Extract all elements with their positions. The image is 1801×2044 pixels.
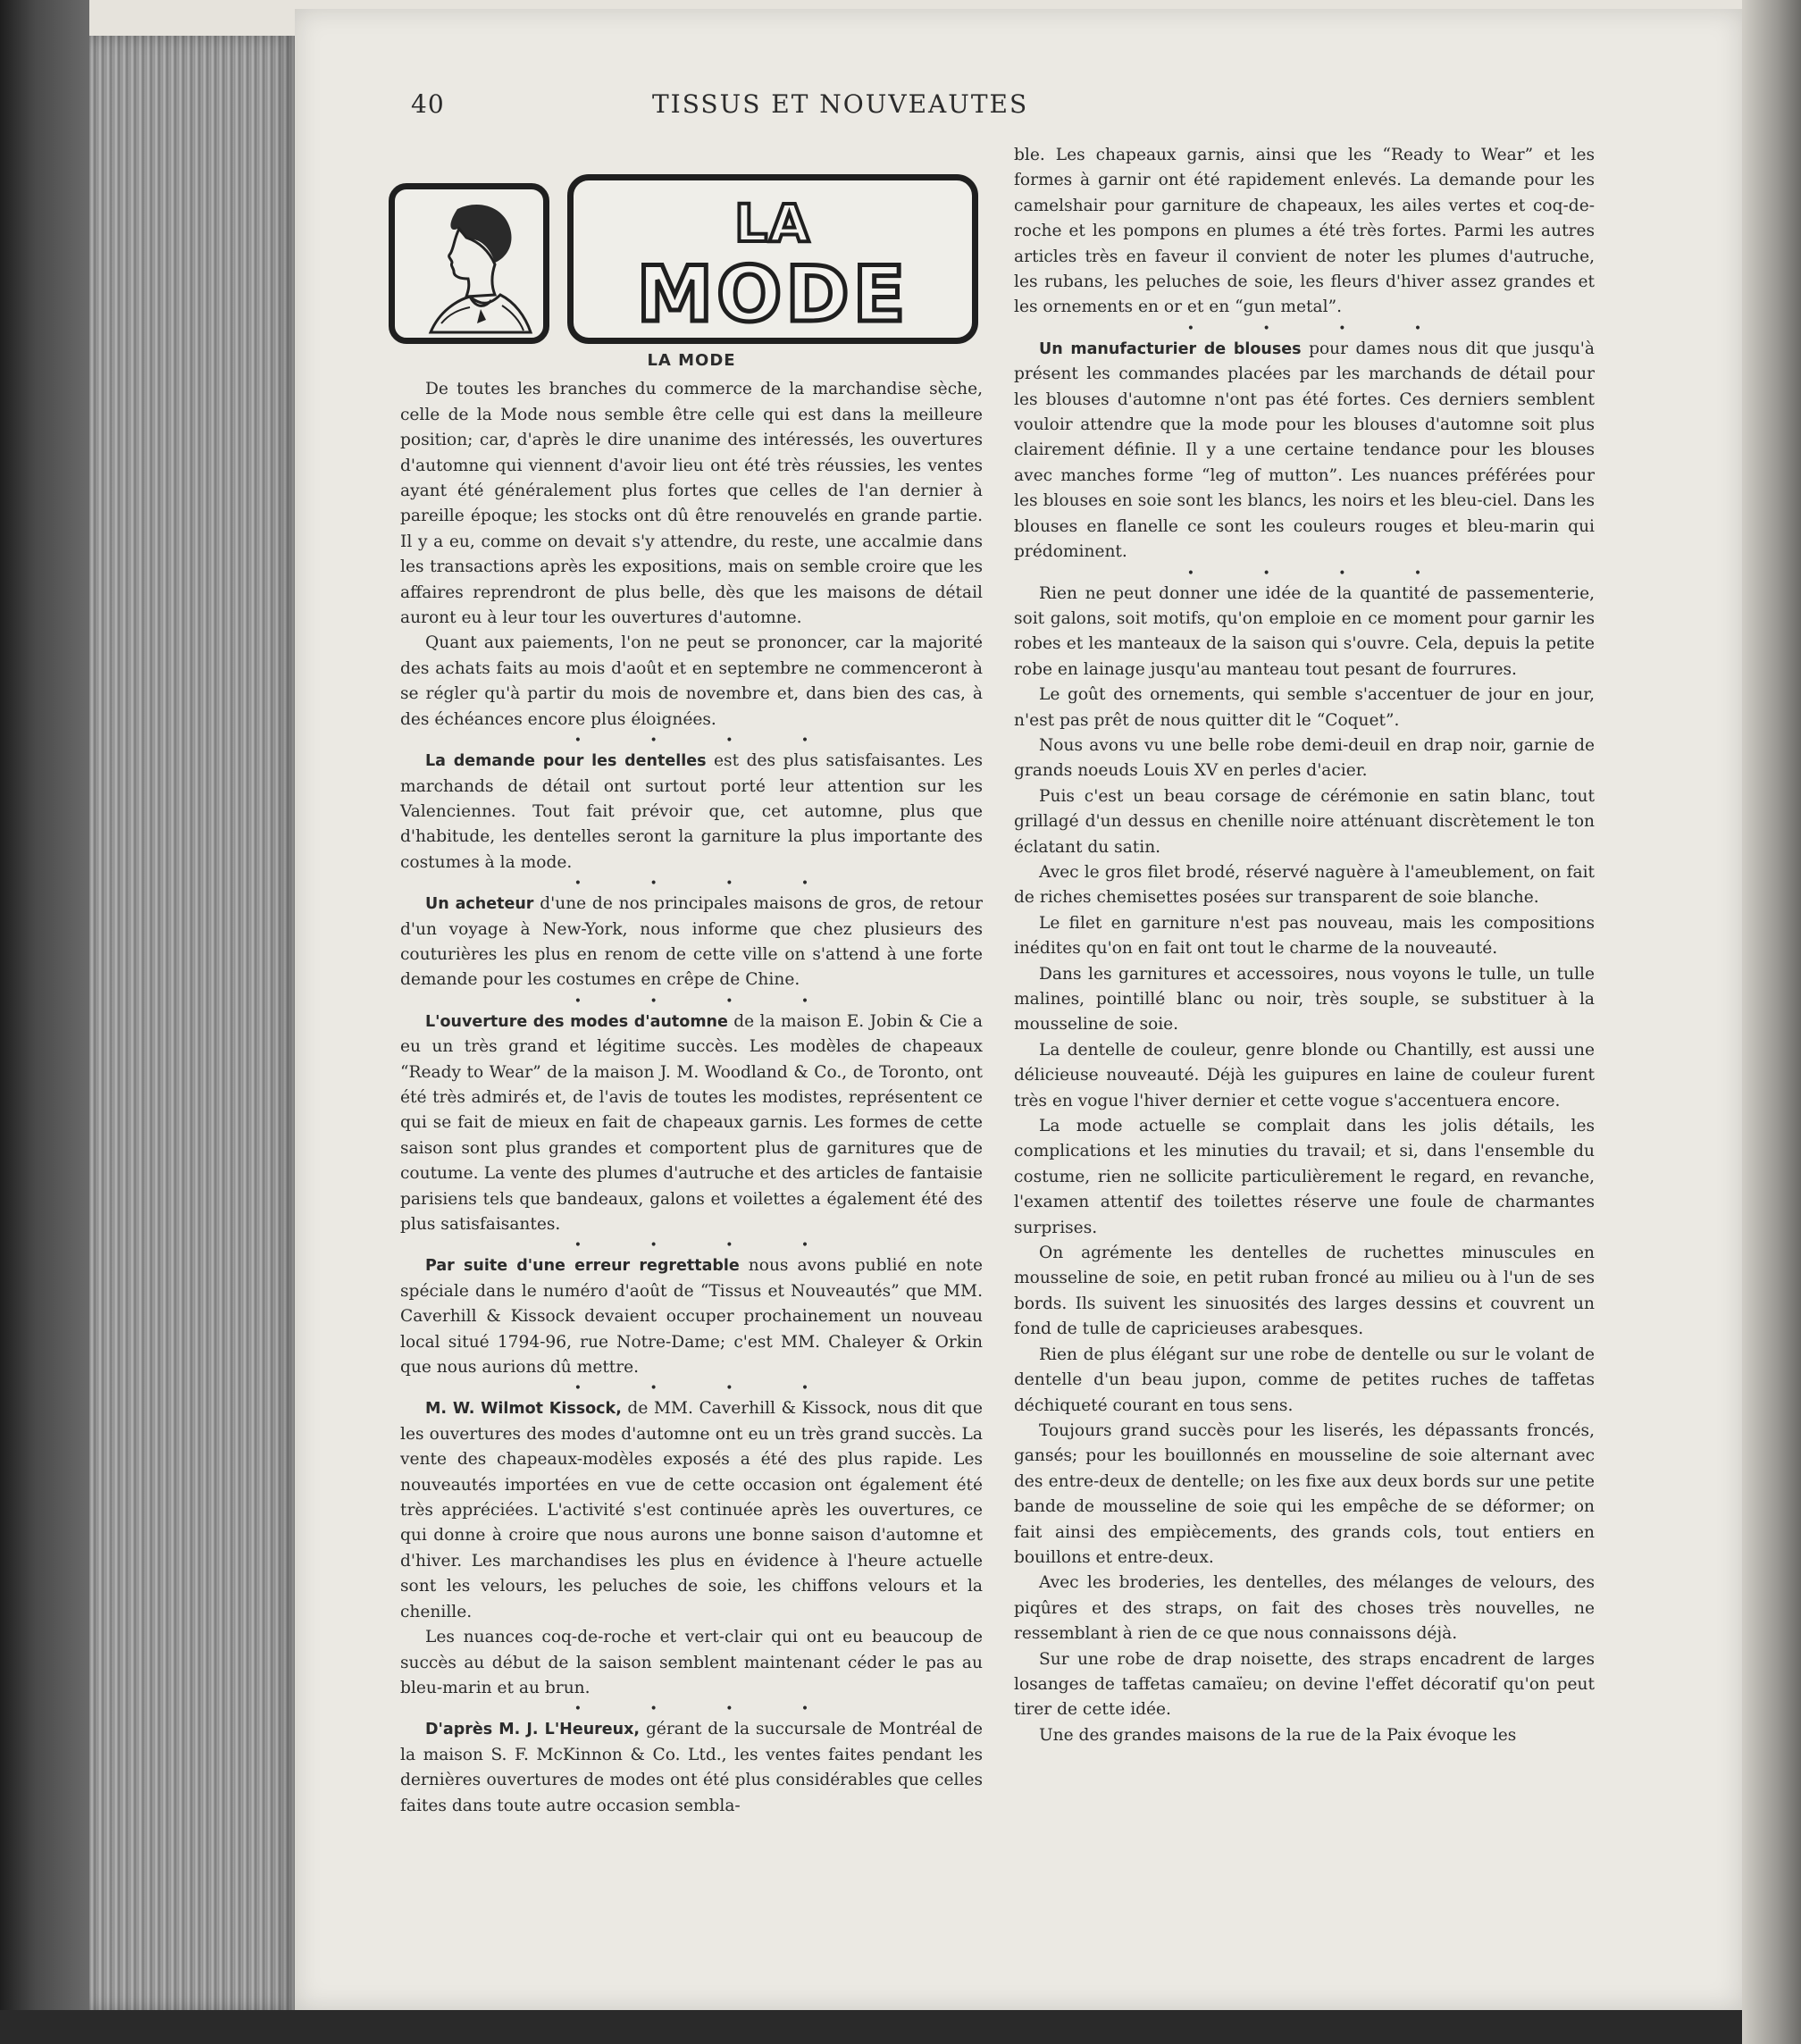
paragraph: Le filet en garniture n'est pas nouveau, mais les compositions inédites qu'on en fait ont tout le charme de la nouveauté.: [1014, 913, 1595, 959]
paragraph: ble. Les chapeaux garnis, ainsi que les “Ready to Wear” et les formes à garnir ont été rapidement enlevés. La demande pour les camelshair pour garniture de chapeaux, les ailes vertes et coq-de-roche et les pompons en plumes a été très fortes. Parmi les autres articles très en faveur il convient de noter les plumes d'autruche, les rubans, les peluches de soie, les fleurs d'hiver assez grandes et les ornements en or et en “gun metal”.: [1014, 146, 1595, 317]
paragraph: La dentelle de couleur, genre blonde ou Chantilly, est aussi une délicieuse nouveauté. Déjà les guipures en laine de couleur furent très en vogue l'hiver dernier et cette vogue s'accentuera encore.: [1014, 1040, 1595, 1110]
paragraph: Puis c'est un beau corsage de cérémonie en satin blanc, tout grillagé d'un dessus en chenille noire atténuant discrètement le ton éclatant du satin.: [1014, 786, 1595, 857]
paragraph: D'après M. J. L'Heureux, gérant de la succursale de Montréal de la maison S. F. McKinnon & Co. Ltd., les ventes faites pendant les dernières ouvertures de modes ont été plus considérables que celles faites dans toute autre occasion sembla-: [400, 1720, 984, 1815]
masthead-title-mode: MODE: [636, 250, 909, 339]
paragraph: Avec le gros filet brodé, réservé naguère à l'ameublement, on fait de riches chemisettes posées sur transparent de soie blanche.: [1014, 862, 1595, 908]
lead-in: Un acheteur: [425, 895, 534, 914]
paragraph: Rien ne peut donner une idée de la quantité de passementerie, soit galons, soit motifs, qu'on emploie en ce moment pour garnir les robes et les manteaux de la saison qui s'ouvre. Cela, depuis la petite robe en lainage jusqu'au manteau tout pesant de fourrures.: [1014, 583, 1595, 679]
paragraph: De toutes les branches du commerce de la marchandise sèche, celle de la Mode nous semble être celle qui est dans la meilleure position; car, d'après le dire unanime des intéressés, les ouvertures d'automne qui viennent d'avoir lieu ont été très réussies, les ventes ayant été généralement plus fortes que celles de l'an dernier à pareille époque; les stocks ont dû être renouvelés en grande partie. Il y a eu, comme on devait s'y attendre, du reste, une accalmie dans les transactions après les expositions, mais on semble croire que les affaires reprendront de plus belle, dès que les maisons de détail auront eu à leur tour les ouvertures d'automne.: [400, 380, 983, 628]
book-bottom-edge: [0, 2010, 1801, 2044]
lead-in: Par suite d'une erreur regrettable: [425, 1257, 740, 1276]
right-column: [1014, 143, 1595, 1748]
magazine-page: [295, 9, 1742, 2010]
paragraph: Avec les broderies, les dentelles, des mélanges de velours, des piqûres et des straps, on fait des choses très nouvelles, ne ressemblant à rien de ce que nous connaissons déjà.: [1014, 1573, 1595, 1644]
paragraph: Toujours grand succès pour les liserés, les dépassants froncés, gansés; pour les bouillonnés en mousseline de soie alternant avec des entre-deux de dentelle; on les fixe aux deux bords sur une petite bande de mousseline de soie qui les empêche de se déformer; on fait ainsi des empiècements, des grands cols, tout entiers en bouillons et entre-deux.: [1014, 1420, 1595, 1567]
masthead-title-la: LA: [734, 193, 811, 254]
paragraph: Par suite d'une erreur regrettable nous avons publié en note spéciale dans le numéro d'août de “Tissus et Nouveautés” que MM. Caverhill & Kissock devaient occuper prochainement un nouveau local situé 1794-96, rue Notre-Dame; c'est MM. Chaleyer & Orkin que nous aurions dû mettre.: [400, 1256, 984, 1378]
paragraph: On agrémente les dentelles de ruchettes minuscules en mousseline de soie, en petit ruban froncé au milieu ou à l'un de ses bords. Ils suivent les sinuosités des larges dessins et couvrent un fond de tulle de capricieuses arabesques.: [1014, 1244, 1595, 1339]
book-right-edge: [1742, 0, 1801, 2044]
paragraph: L'ouverture des modes d'automne de la maison E. Jobin & Cie a eu un très grand et légitime succès. Les modèles de chapeaux “Ready to Wear” de la maison J. M. Woodland & Co., de Toronto, ont été très admirés et, de l'avis de toutes les modistes, représentent ce qui se fait de mieux en fait de chapeaux garnis. Les formes de cette saison sont plus grandes et comportent plus de garnitures que de coutume. La vente des plumes d'autruche et des articles de fantaisie parisiens tels que bandeaux, galons et voilettes a également été des plus satisfaisantes.: [400, 1011, 983, 1234]
book-page-stack: [89, 36, 295, 2010]
paragraph: La mode actuelle se complait dans les jolis détails, les complications et les minuties du travail; et si, dans l'ensemble du costume, rien ne sollicite particulièrement le regard, en revanche, l'examen attentif des toilettes réserve une foule de charmantes surprises.: [1014, 1117, 1595, 1237]
title-box: [567, 174, 978, 344]
lead-in: La demande pour les dentelles: [425, 752, 707, 771]
section-heading: LA MODE: [647, 351, 736, 370]
separator: • • • •: [574, 993, 842, 1009]
paragraph: M. W. Wilmot Kissock, de MM. Caverhill & Kissock, nous dit que les ouvertures des modes d'automne ont eu un très grand succès. La vente des chapeaux-modèles exposés a été des plus rapide. Les nouveautés importées en vue de cette occasion ont également été très appréciées. L'activité s'est continuée après les ouvertures, ce qui donne à croire que nous aurons une bonne saison d'automne et d'hiver. Les marchandises les plus en évidence à l'heure actuelle sont les velours, les peluches de soie, les chiffons velours et la chenille.: [400, 1399, 983, 1621]
lead-in: Un manufacturier de blouses: [1039, 339, 1302, 358]
lead-in: L'ouverture des modes d'automne: [425, 1012, 728, 1031]
paragraph: Sur une robe de drap noisette, des straps encadrent de larges losanges de taffetas camaïeu; on devine l'effet décoratif qu'on peut tirer de cette idée.: [1014, 1649, 1595, 1720]
paragraph: Rien de plus élégant sur une robe de dentelle ou sur le volant de dentelle d'un beau jupon, comme de petites ruches de taffetas déchiqueté courant en tous sens.: [1014, 1345, 1595, 1415]
masthead: [389, 174, 978, 344]
separator: • • • •: [1186, 321, 1454, 336]
paragraph: Nous avons vu une belle robe demi-deuil en drap noir, garnie de grands noeuds Louis XV en perles d'acier.: [1014, 735, 1595, 781]
separator: • • • •: [574, 1381, 842, 1396]
page-number: 40: [411, 89, 445, 119]
portrait-illustration: [389, 183, 549, 344]
paragraph: Un acheteur d'une de nos principales maisons de gros, de retour d'un voyage à New-York, nous informe que chez plusieurs des couturières les plus en renom de cette ville on s'attend à une forte demande pour les costumes en crêpe de Chine.: [400, 894, 983, 990]
paragraph: Dans les garnitures et accessoires, nous voyons le tulle, un tulle malines, pointillé blanc ou noir, très souple, se substituer à la mousseline de soie.: [1014, 964, 1595, 1035]
paragraph: Quant aux paiements, l'on ne peut se prononcer, car la majorité des achats faits au mois d'août et en septembre ne commenceront à se régler qu'à partir du mois de novembre et, dans bien des cas, à des échéances encore plus éloignées.: [400, 633, 983, 729]
paragraph: Une des grandes maisons de la rue de la Paix évoque les: [1039, 1725, 1517, 1745]
lead-in: D'après M. J. L'Heureux,: [425, 1721, 641, 1739]
paragraph: Un manufacturier de blouses pour dames nous dit que jusqu'à présent les commandes placées par les marchands de détail pour les blouses d'automne n'ont pas été fortes. Ces derniers semblent vouloir attendre que la mode pour les blouses d'automne soit plus clairement définie. Il y a une certaine tendance pour les blouses avec manches forme “leg of mutton”. Les nuances préférées pour les blouses en soie sont les blancs, les noirs et les bleu-ciel. Dans les blouses en flanelle ce sont les couleurs rouges et bleu-marin qui prédominent.: [1014, 339, 1595, 562]
page-header: [411, 89, 1438, 125]
paragraph: Les nuances coq-de-roche et vert-clair qui ont eu beaucoup de succès au début de la saison semblent maintenant céder le pas au bleu-marin et au brun.: [400, 1628, 983, 1697]
woman-profile-icon: [395, 189, 543, 338]
paragraph: La demande pour les dentelles est des plus satisfaisantes. Les marchands de détail ont surtout porté leur attention sur les Valenciennes. Tout fait prévoir que, cet automne, plus que d'habitude, les dentelles seront la garniture la plus importante des costumes à la mode.: [400, 751, 983, 872]
separator: • • • •: [574, 1238, 842, 1253]
separator: • • • •: [1186, 565, 1454, 581]
running-title: TISSUS ET NOUVEAUTES: [652, 89, 1029, 119]
lead-in: M. W. Wilmot Kissock,: [425, 1400, 622, 1419]
left-column: [400, 348, 983, 1819]
separator: • • • •: [574, 733, 842, 749]
paragraph: Le goût des ornements, qui semble s'accentuer de jour en jour, n'est pas prêt de nous quitter dit le “Coquet”.: [1014, 685, 1595, 730]
separator: • • • •: [574, 876, 842, 892]
separator: • • • •: [574, 1702, 842, 1717]
book-left-edge: [0, 0, 89, 2044]
